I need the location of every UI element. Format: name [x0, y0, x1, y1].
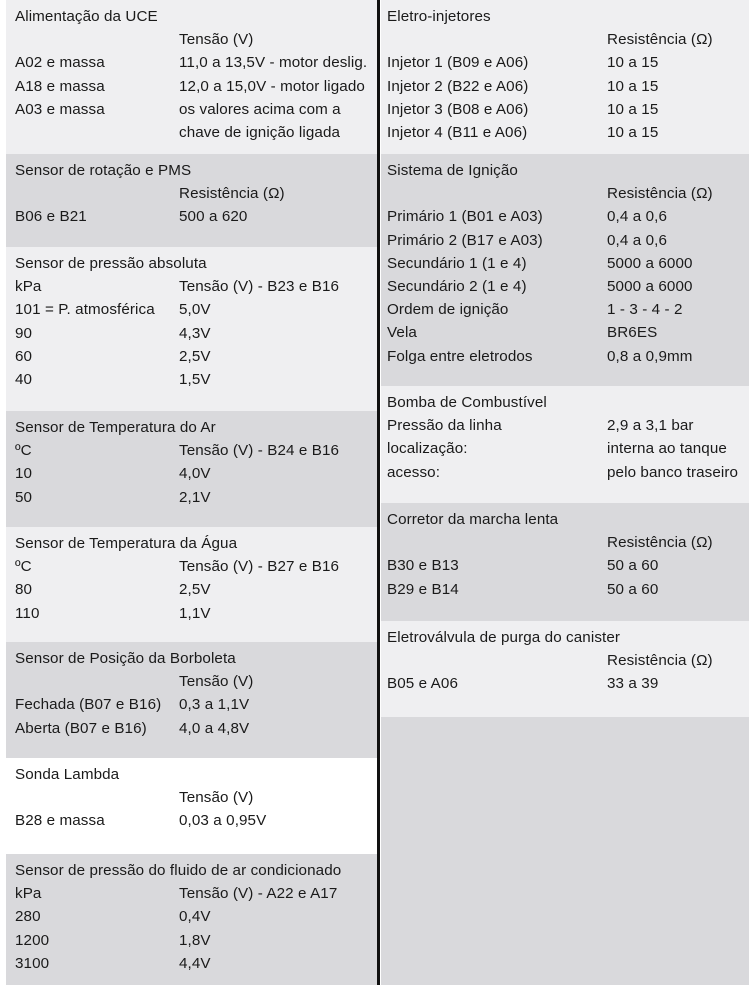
- spec-label: Secundário 2 (1 e 4): [387, 277, 527, 295]
- spec-label: kPa: [15, 278, 42, 296]
- spec-label: [6, 182, 179, 205]
- spec-label: kPa: [15, 885, 42, 903]
- spec-row: [381, 437, 749, 460]
- section-alimentacao-da-uce: [6, 0, 378, 154]
- section-title: Sensor de Temperatura da Água: [15, 535, 238, 552]
- spec-row: [6, 345, 378, 368]
- spec-value: 10 a 15: [607, 123, 659, 141]
- spec-label: Injetor 4 (B11 e A06): [387, 123, 528, 141]
- spec-value: 0,3 a 1,1V: [179, 696, 250, 714]
- section-sensor-de-pressao-absoluta: [6, 247, 378, 411]
- spec-row: [6, 298, 378, 321]
- spec-value: 4,0 a 4,8V: [179, 719, 250, 737]
- spec-value: 33 a 39: [607, 675, 659, 693]
- spec-value: 2,5V: [179, 347, 211, 365]
- spec-label: Injetor 3 (B08 e A06): [387, 100, 529, 118]
- spec-label: B28 e massa: [15, 812, 105, 830]
- section-corretor-da-marcha-lenta: [381, 503, 749, 621]
- spec-label: 80: [15, 581, 33, 599]
- section-sensor-de-temperatura-da-agua: [6, 527, 378, 642]
- spec-row: [6, 75, 378, 98]
- spec-value: 4,0V: [179, 465, 211, 483]
- spec-label: 10: [15, 465, 33, 483]
- section-title: Sensor de Temperatura do Ar: [15, 419, 216, 436]
- spec-label: Fechada (B07 e B16): [15, 696, 162, 714]
- spec-row: [381, 672, 749, 695]
- spec-value: 10 a 15: [607, 77, 659, 95]
- spec-label: 1200: [15, 931, 50, 949]
- spec-row: [6, 905, 378, 928]
- spec-label: [381, 182, 607, 205]
- spec-label: Injetor 2 (B22 e A06): [387, 77, 529, 95]
- spec-row: [381, 28, 749, 51]
- spec-label: 101 = P. atmosférica: [15, 301, 155, 319]
- spec-value: Resistência (Ω): [607, 534, 713, 552]
- spec-value: Tensão (V) - B24 e B16: [179, 442, 340, 460]
- section-title: Sensor de pressão do fluido de ar condicionado: [15, 862, 342, 879]
- section-title: Eletroválvula de purga do canister: [387, 629, 621, 646]
- spec-row: [6, 578, 378, 601]
- spec-value: Tensão (V) - B23 e B16: [179, 278, 340, 296]
- spec-value: 2,1V: [179, 488, 211, 506]
- spec-value: 1 - 3 - 4 - 2: [607, 301, 683, 319]
- spec-row: [381, 98, 749, 121]
- spec-value: Resistência (Ω): [607, 185, 713, 203]
- spec-value: os valores acima com a: [179, 100, 341, 118]
- section-title: Sonda Lambda: [15, 766, 120, 783]
- spec-value: 0,03 a 0,95V: [179, 812, 267, 830]
- spec-label: [6, 670, 179, 693]
- spec-row: [381, 298, 749, 321]
- section-title: Sensor de pressão absoluta: [15, 255, 207, 272]
- spec-value: interna ao tanque: [607, 440, 727, 458]
- spec-value: 2,9 a 3,1 bar: [607, 417, 694, 435]
- spec-label: B30 e B13: [387, 557, 459, 575]
- spec-value: BR6ES: [607, 324, 658, 342]
- spec-label: Pressão da linha: [387, 417, 502, 435]
- spec-row: [6, 368, 378, 391]
- spec-value: 5000 a 6000: [607, 254, 693, 272]
- spec-label: [381, 649, 607, 672]
- spec-row: [6, 121, 378, 144]
- spec-label: 280: [15, 908, 41, 926]
- spec-label: Ordem de ignição: [387, 301, 509, 319]
- spec-row: [6, 717, 378, 740]
- section-title: Sensor de Posição da Borboleta: [15, 650, 236, 667]
- spec-row: [381, 531, 749, 554]
- spec-label: 90: [15, 324, 33, 342]
- section-title: Sistema de Ignição: [387, 162, 518, 179]
- spec-label: ºC: [15, 442, 32, 460]
- spec-value: 0,4 a 0,6: [607, 208, 668, 226]
- spec-value: 1,5V: [179, 370, 211, 388]
- spec-row: [381, 414, 749, 437]
- spec-label: A18 e massa: [15, 77, 105, 95]
- right-empty-panel: [381, 717, 749, 985]
- spec-label: 110: [15, 604, 40, 622]
- spec-label: localização:: [387, 440, 468, 458]
- section-title: Sensor de rotação e PMS: [15, 162, 192, 179]
- section-bomba-de-combustivel: [381, 386, 749, 503]
- section-title: Corretor da marcha lenta: [387, 511, 559, 528]
- spec-value: 50 a 60: [607, 580, 659, 598]
- spec-value: Tensão (V) - A22 e A17: [179, 885, 338, 903]
- spec-row: [381, 321, 749, 344]
- spec-row: [381, 345, 749, 368]
- spec-row: [381, 275, 749, 298]
- spec-row: [6, 809, 378, 832]
- spec-row: [6, 670, 378, 693]
- spec-value: 50 a 60: [607, 557, 659, 575]
- spec-value: 500 a 620: [179, 208, 248, 226]
- spec-value: Tensão (V): [179, 31, 254, 49]
- spec-row: [6, 439, 378, 462]
- spec-row: [381, 182, 749, 205]
- spec-label: Injetor 1 (B09 e A06): [387, 54, 529, 72]
- spec-row: [6, 182, 378, 205]
- spec-value: pelo banco traseiro: [607, 463, 739, 481]
- spec-label: B05 e A06: [387, 675, 458, 693]
- spec-label: A02 e massa: [15, 54, 105, 72]
- spec-value: Tensão (V): [179, 673, 254, 691]
- section-sensor-de-posicao-da-borboleta: [6, 642, 378, 758]
- spec-label: [6, 28, 179, 51]
- spec-label: B06 e B21: [15, 208, 87, 226]
- section-title: Alimentação da UCE: [15, 8, 158, 25]
- spec-value: 0,4 a 0,6: [607, 231, 668, 249]
- spec-label: 60: [15, 347, 33, 365]
- column-divider: [377, 0, 380, 985]
- spec-value: 0,8 a 0,9mm: [607, 347, 693, 365]
- section-sensor-de-temperatura-do-ar: [6, 411, 378, 527]
- section-sensor-de-rotacao-e-pms: [6, 154, 378, 247]
- spec-row: [6, 28, 378, 51]
- spec-value: 5,0V: [179, 301, 211, 319]
- spec-value: Tensão (V) - B27 e B16: [179, 558, 340, 576]
- spec-row: [381, 51, 749, 74]
- spec-label: [6, 121, 179, 144]
- spec-value: 0,4V: [179, 908, 211, 926]
- spec-value: 5000 a 6000: [607, 277, 693, 295]
- spec-value: 1,1V: [179, 604, 211, 622]
- spec-row: [381, 205, 749, 228]
- spec-row: [6, 205, 378, 228]
- spec-value: Resistência (Ω): [607, 652, 713, 670]
- spec-row: [6, 51, 378, 74]
- spec-label: 40: [15, 370, 33, 388]
- spec-value: Resistência (Ω): [179, 185, 285, 203]
- spec-label: [381, 28, 607, 51]
- spec-value: Resistência (Ω): [607, 31, 713, 49]
- spec-row: [381, 554, 749, 577]
- spec-row: [6, 882, 378, 905]
- spec-row: [381, 75, 749, 98]
- spec-row: [6, 602, 378, 625]
- spec-row: [6, 98, 378, 121]
- spec-row: [381, 252, 749, 275]
- section-sensor-de-pressao-do-fluido-de-ar-condicionado: [6, 854, 378, 985]
- spec-row: [381, 578, 749, 601]
- spec-row: [381, 461, 749, 484]
- spec-row: [6, 555, 378, 578]
- spec-label: Primário 1 (B01 e A03): [387, 208, 543, 226]
- section-title: Bomba de Combustível: [387, 394, 547, 411]
- spec-label: Secundário 1 (1 e 4): [387, 254, 527, 272]
- section-eletrovalvula-de-purga-do-canister: [381, 621, 749, 717]
- spec-label: [6, 786, 179, 809]
- spec-value: 11,0 a 13,5V - motor deslig.: [179, 54, 368, 72]
- spec-value: 10 a 15: [607, 100, 659, 118]
- spec-value: 10 a 15: [607, 54, 659, 72]
- spec-row: [6, 275, 378, 298]
- spec-row: [6, 786, 378, 809]
- spec-row: [381, 121, 749, 144]
- spec-label: ºC: [15, 558, 32, 576]
- spec-label: Vela: [387, 324, 417, 342]
- section-sistema-de-ignicao: [381, 154, 749, 386]
- spec-value: 12,0 a 15,0V - motor ligado: [179, 77, 365, 95]
- spec-row: [6, 486, 378, 509]
- spec-label: acesso:: [387, 463, 441, 481]
- section-title: Eletro-injetores: [387, 8, 491, 25]
- spec-value: 4,3V: [179, 324, 211, 342]
- spec-label: 50: [15, 488, 33, 506]
- spec-label: Aberta (B07 e B16): [15, 719, 147, 737]
- spec-label: Folga entre eletrodos: [387, 347, 533, 365]
- spec-row: [381, 229, 749, 252]
- spec-value: 1,8V: [179, 931, 211, 949]
- spec-value: chave de ignição ligada: [179, 123, 341, 141]
- spec-label: A03 e massa: [15, 100, 105, 118]
- spec-value: Tensão (V): [179, 789, 254, 807]
- spec-label: [381, 531, 607, 554]
- section-sonda-lambda: [6, 758, 378, 854]
- spec-row: [6, 929, 378, 952]
- spec-row: [381, 649, 749, 672]
- spec-row: [6, 693, 378, 716]
- spec-row: [6, 322, 378, 345]
- spec-value: 4,4V: [179, 954, 211, 972]
- section-eletro-injetores: [381, 0, 749, 154]
- spec-label: B29 e B14: [387, 580, 459, 598]
- spec-label: Primário 2 (B17 e A03): [387, 231, 543, 249]
- spec-value: 2,5V: [179, 581, 211, 599]
- spec-label: 3100: [15, 954, 50, 972]
- spec-row: [6, 952, 378, 975]
- spec-row: [6, 462, 378, 485]
